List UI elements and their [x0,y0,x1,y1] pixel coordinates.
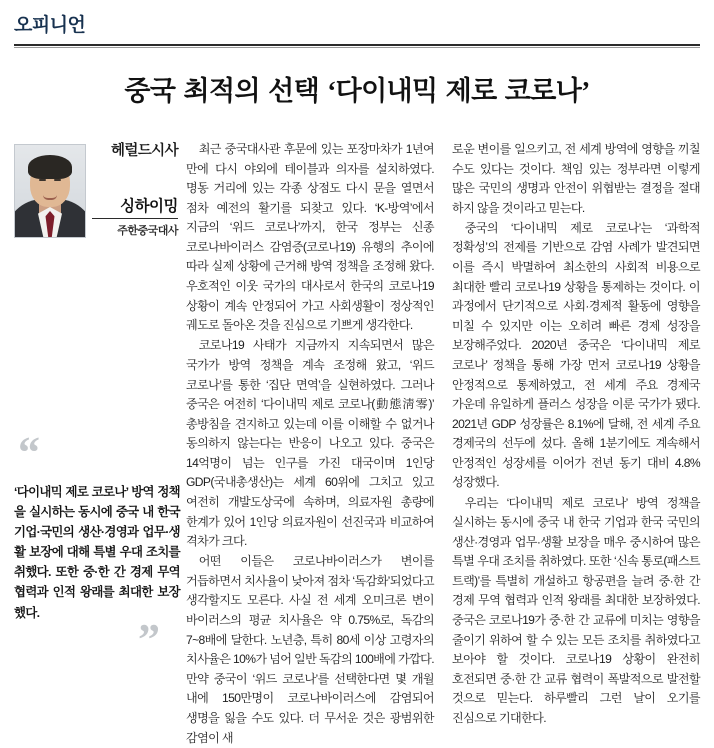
text-columns [186,140,700,745]
header-divider-thin [14,47,700,48]
pull-quote-text: ‘다이내믹 제로 코로나’ 방역 정책을 실시하는 동시에 중국 내 한국 기업·국민의 생산·경영과 업무·생활 보장에 대해 특별 우대 조치를 취했다. 또한 중·한 간 경제 무역협력과 인적 왕래를 최대한 보장했다. [14,485,180,620]
pull-quote [14,428,180,664]
quote-open-icon: “ [18,428,38,477]
author-name: 싱하이밍 [92,198,178,219]
paragraph: 최근 중국대사관 후문에 있는 포장마차가 1년여 만에 다시 야외에 테이블과 의자를 설치하였다. 명동 거리에 있는 각종 상점도 다시 문을 열면서 점차 예전의 활기를 되찾고 있다. ‘K-방역’에서 지금의 ‘위드 코로나’까지, 한국 정부는 신종 코로나바이러스 감염증(코로나19) 유행의 추이에 따라 실제 상황에 근거해 방역 정책을 조정해 왔다. 우호적인 이웃 국가의 대사로서 한국의 코로나19 상황이 계속 안정되어 가고 사회생활이 정상적인 궤도로 돌아온 것을 진심으로 기쁘게 생각한다. [186,142,434,333]
section-title: 오피니언 [14,15,86,36]
paragraph: 어떤 이들은 코로나바이러스가 변이를 거듭하면서 치사율이 낮아져 점차 ‘독감화’되었다고 생각할지도 모른다. 사실 전 세계 오미크론 변이 바이러스의 평균 치사율은 약 0.75%로, 독감의 7~8배에 달한다. 노년층, 특히 80세 이상 고령자의 치사율은 10%가 넘어 일반 독감의 100배에 가깝다. 만약 중국이 ‘위드 코로나’를 선택한다면 몇 개월 내에 150만명이 코로나바이러스에 감염되어 생명을 잃을 수도 있다. 더 무서운 것은 광범위한 감염이 새 [186,554,434,745]
article-body [0,140,714,745]
headline-container [0,74,714,109]
author-portrait-photo [14,144,86,238]
paragraph: 중국의 ‘다이내믹 제로 코로나’는 ‘과학적 정확성’의 전제를 기반으로 감염 사례가 발견되면 이를 즉시 박멸하여 최소한의 사회적 비용으로 최대한 빨리 코로나19 상황을 통제하는 것이다. 이 과정에서 단기적으로 사회·경제적 활동에 영향을 미칠 수 있지만 이는 오히려 빠른 경제 성장을 보장해주었다. 2020년 중국은 ‘다이내믹 제로 코로나’ 정책을 통해 가장 먼저 코로나19 상황을 안정적으로 통제하였고, 전 세계 주요 경제국 가운데 유일하게 플러스 성장을 이룬 국가가 됐다. 2021년 GDP 성장률은 8.1%에 달해, 전 세계 주요 경제국의 선두에 섰다. 올해 1분기에도 계속해서 안정적인 성장세를 이어가 전년 동기 대비 4.8% 성장했다. [452,220,700,490]
header-divider-thick [14,44,700,46]
byline-author-block [92,198,178,238]
column-right [452,140,700,725]
portrait-eye-left [39,179,46,181]
byline [14,140,178,238]
paragraph: 우리는 ‘다이내믹 제로 코로나’ 방역 정책을 실시하는 동시에 중국 내 한국 기업과 한국 국민의 생산·경영과 업무·생활 보장을 매우 중시하여 많은 특별 우대 조치를 취하였다. 또한 ‘신속 통로(패스트 트랙)’를 특별히 개설하고 항공편을 늘려 중·한 간 경제 무역 협력과 인적 왕래를 최대한 보장하였다. 중국은 코로나19가 중·한 간 교류에 미치는 영향을 줄이기 위하여 할 수 있는 모든 조치를 취하였다고 보아야 할 것이다. 코로나19 상황이 완전히 호전되면 중·한 간 교류 협력이 폭발적으로 발전할 것으로 믿는다. 하루빨리 그런 날이 오기를 진심으로 기대한다. [452,495,700,725]
paragraph: 로운 변이를 일으키고, 전 세계 방역에 영향을 끼칠 수도 있다는 것이다. 책임 있는 정부라면 이렇게 많은 국민의 생명과 안전이 위협받는 결정을 절대 하지 않을 것이라고 믿는다. [452,142,700,215]
paragraph: 코로나19 사태가 지금까지 지속되면서 많은 국가가 방역 정책을 계속 조정해 왔고, ‘위드 코로나’를 통한 ‘집단 면역’을 실현하였다. 그러나 중국은 여전히 ‘다이내믹 제로 코로나(動態淸零)’ 총방침을 견지하고 있는데 이를 이해할 수 없거나 동의하지 않는다는 반응이 나오고 있다. 중국은 14억명이 넘는 인구를 가진 대국이며 1인당 GDP(국내총생산)는 세계 60위에 그치고 있고 여전히 개발도상국에 속하며, 의료자원 총량에 한계가 있어 1인당 의료자원이 선진국과 비교하여 격차가 크다. [186,338,434,549]
article-headline: 중국 최적의 선택 ‘다이내믹 제로 코로나’ [124,75,590,106]
quote-close-icon: ” [138,614,158,664]
portrait-hair [28,155,72,179]
column-middle [186,140,434,745]
section-header [0,0,714,37]
byline-text-block [92,144,178,238]
column-series-name: 헤럴드시사 [110,143,178,159]
author-role: 주한중국대사 [117,225,178,237]
portrait-eye-right [54,179,61,181]
byline-and-pullquote-column [14,140,186,702]
